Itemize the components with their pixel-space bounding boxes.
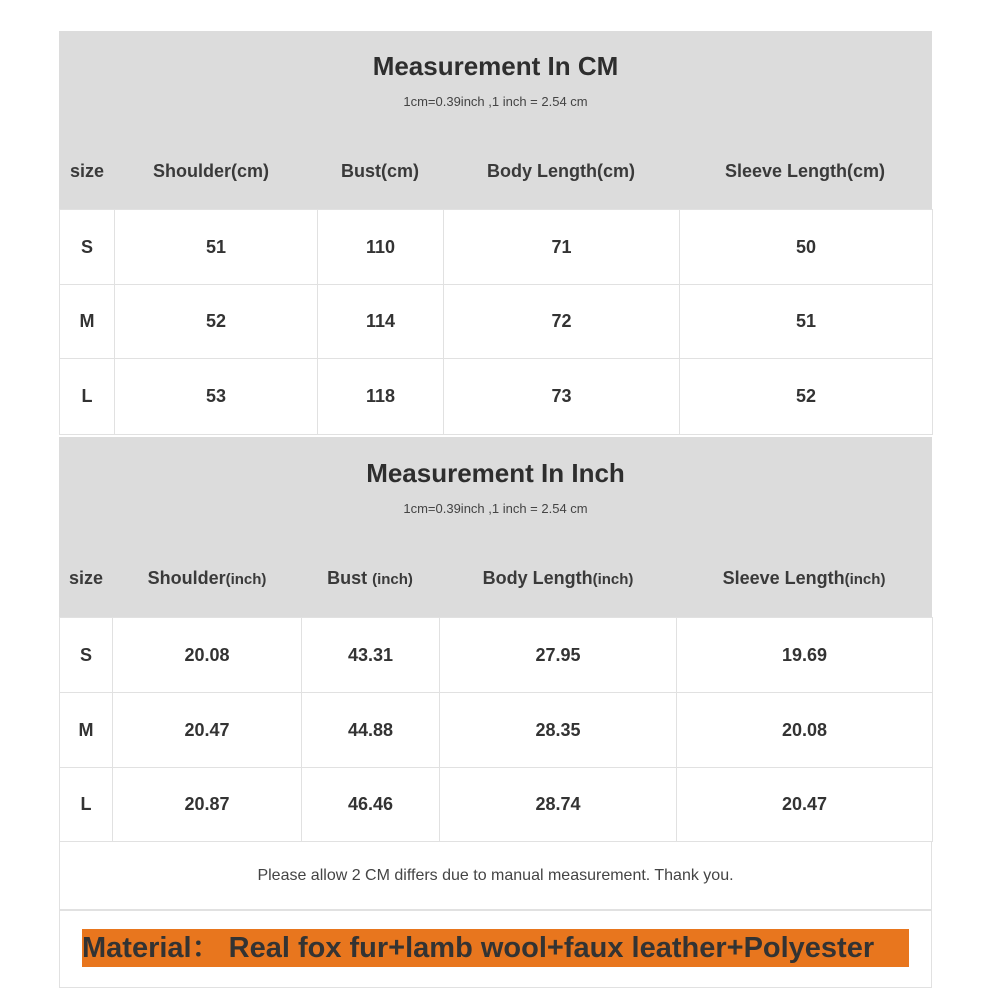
cm-header-sleeve-length: Sleeve Length(cm) — [724, 161, 886, 181]
cm-measurement-section — [59, 31, 932, 436]
inch-header-size — [69, 568, 103, 589]
shoulder-cell: 20.47 — [113, 693, 302, 768]
inch-table-body — [59, 617, 933, 842]
bust-cell: 44.88 — [302, 693, 440, 768]
header-label: Bust — [327, 568, 373, 588]
inch-header-shoulder — [148, 568, 267, 589]
inch-header-body-length — [483, 568, 634, 589]
inch-table-subtitle: 1cm=0.39inch ,1 inch = 2.54 cm — [403, 501, 588, 516]
body-length-cell: 73 — [444, 359, 680, 435]
shoulder-cell: 52 — [115, 285, 318, 359]
size-cell: S — [60, 210, 115, 285]
cm-table-header — [59, 31, 932, 209]
header-unit: (inch) — [372, 571, 413, 588]
shoulder-cell: 53 — [115, 359, 318, 435]
table-row — [60, 768, 933, 842]
sleeve-length-cell: 20.08 — [677, 693, 933, 768]
shoulder-cell: 20.87 — [113, 768, 302, 842]
body-length-cell: 28.74 — [440, 768, 677, 842]
header-unit: (inch) — [592, 571, 634, 588]
size-cell: L — [60, 768, 113, 842]
table-row — [60, 210, 933, 285]
cm-header-shoulder: Shoulder(cm) — [152, 161, 270, 181]
table-row — [60, 359, 933, 435]
cm-table-body — [59, 209, 933, 435]
cm-header-size: size — [69, 161, 105, 181]
inch-measurement-section — [59, 437, 932, 841]
material-section — [59, 910, 932, 988]
bust-cell: 46.46 — [302, 768, 440, 842]
cm-header-body-length: Body Length(cm) — [487, 161, 635, 181]
sleeve-length-cell: 19.69 — [677, 618, 933, 693]
shoulder-cell: 20.08 — [113, 618, 302, 693]
body-length-cell: 27.95 — [440, 618, 677, 693]
header-label: Body Length — [482, 568, 593, 588]
header-label: size — [68, 568, 104, 588]
cm-table-title: Measurement In CM — [372, 51, 619, 81]
inch-table-header — [59, 437, 932, 617]
body-length-cell: 72 — [444, 285, 680, 359]
inch-header-bust — [327, 568, 413, 589]
sleeve-length-cell: 20.47 — [677, 768, 933, 842]
size-cell: M — [60, 693, 113, 768]
inch-header-sleeve-length — [723, 568, 886, 589]
shoulder-cell: 51 — [115, 210, 318, 285]
header-label: Sleeve Length — [722, 568, 845, 588]
table-row — [60, 618, 933, 693]
sleeve-length-cell: 51 — [680, 285, 933, 359]
body-length-cell: 71 — [444, 210, 680, 285]
bust-cell: 118 — [318, 359, 444, 435]
sleeve-length-cell: 52 — [680, 359, 933, 435]
body-length-cell: 28.35 — [440, 693, 677, 768]
material-banner: Material： Real fox fur+lamb wool+faux leather+Polyester — [82, 929, 909, 967]
header-unit: (inch) — [844, 571, 886, 588]
sleeve-length-cell: 50 — [680, 210, 933, 285]
size-cell: S — [60, 618, 113, 693]
bust-cell: 43.31 — [302, 618, 440, 693]
inch-table-title: Measurement In Inch — [366, 458, 625, 488]
size-cell: L — [60, 359, 115, 435]
measurement-note: Please allow 2 CM differs due to manual measurement. Thank you. — [59, 841, 932, 910]
table-row — [60, 693, 933, 768]
bust-cell: 110 — [318, 210, 444, 285]
table-row — [60, 285, 933, 359]
cm-table-subtitle: 1cm=0.39inch ,1 inch = 2.54 cm — [403, 94, 588, 109]
header-unit: (inch) — [225, 571, 267, 588]
bust-cell: 114 — [318, 285, 444, 359]
header-label: Shoulder — [147, 568, 226, 588]
size-cell: M — [60, 285, 115, 359]
cm-header-bust: Bust(cm) — [340, 161, 420, 181]
